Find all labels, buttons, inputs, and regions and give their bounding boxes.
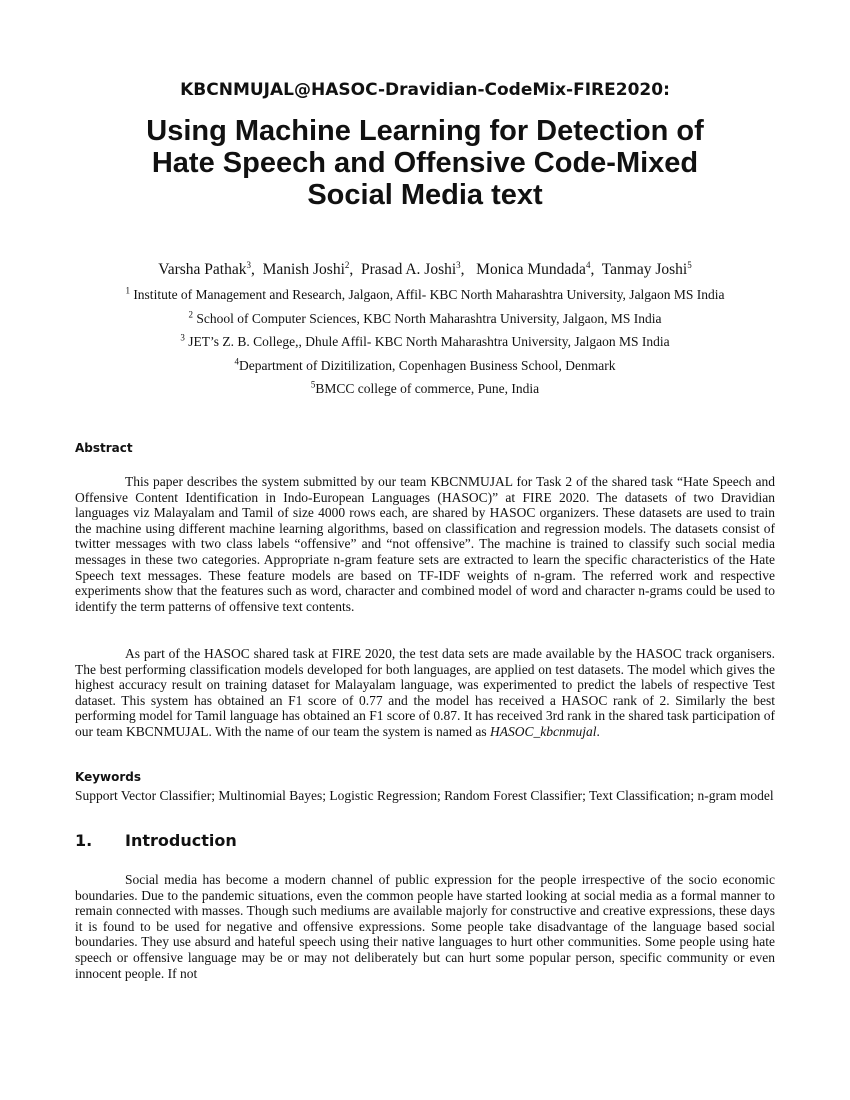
abstract-paragraph-text: As part of the HASOC shared task at FIRE 2020, the test data sets are made available by the HASOC track organisers. The best performing classification models developed for both languages, are applied on test datasets. The model which gives the highest accuracy result on training dataset for Malayalam language, was experimented to predict the labels of respective Test dataset. This system has obtained an F1 score of 0.77 and the model has received a HASOC rank of 2. Similarly the best performing model for Tamil language has obtained an F1 score of 0.87. It has received 3rd rank in the shared task participation of our team KBCNMUJAL. With the name of our team the system is named as [75, 646, 775, 739]
keywords-heading: Keywords [75, 770, 142, 784]
abstract-paragraph: This paper describes the system submitted by our team KBCNMUJAL for Task 2 of the shared task “Hate Speech and Offensive Content Identification in Indo-European Languages (HASOC)” at FIRE 2020. The datasets of two Dravidian languages viz Malayalam and Tamil of size 4000 rows each, are shared by HASOC organizers. These datasets are used to train the machine using different machine learning algorithms, based on classification and regression models. The datasets consist of twitter messages with two class labels “offensive” and “not offensive”. The machine is trained to classify such social media messages in these two categories. Appropriate n-gram feature sets are extracted to learn the specific characteristics of the Hate Speech text messages. These feature models are based on TF-IDF weights of n-gram. The referred work and respective experiments show that the features such as word, character and combined model of word and character n-grams could be used to identify the term patterns of offensive text contents. [75, 474, 775, 614]
title-line: Hate Speech and Offensive Code-Mixed [151, 147, 699, 179]
abstract-heading: Abstract [75, 441, 133, 455]
author-name: Manish Joshi [262, 261, 345, 278]
author-affiliation-mark: 5 [687, 259, 692, 270]
affiliation-mark: 4 [234, 356, 240, 366]
affiliation [0, 310, 850, 334]
affiliation-mark: 1 [125, 285, 130, 296]
title-line: Using Machine Learning for Detection of [146, 115, 704, 147]
affiliation [0, 357, 850, 381]
author-affiliation-mark: 2 [344, 259, 350, 270]
affiliation-mark: 3 [180, 332, 185, 343]
affiliation-text: BMCC college of commerce, Pune, India [315, 381, 540, 396]
keywords-text: Support Vector Classifier; Multinomial Bayes; Logistic Regression; Random Forest Classifier; Text Classification; n-gram model [75, 788, 774, 803]
affiliation [0, 380, 850, 404]
section-title: Introduction [125, 831, 237, 850]
author-name: Prasad A. Joshi [361, 261, 457, 278]
paper-supertitle: KBCNMUJAL@HASOC-Dravidian-CodeMix-FIRE2020: [180, 80, 670, 100]
affiliation [0, 333, 850, 357]
affiliation-list [0, 286, 850, 404]
author-affiliation-mark: 4 [585, 259, 591, 270]
author-name: Varsha Pathak [158, 261, 247, 278]
author-affiliation-mark: 3 [246, 259, 251, 270]
author-affiliation-mark: 3 [456, 259, 461, 270]
abstract-paragraph [75, 646, 775, 740]
affiliation [0, 286, 850, 310]
author-name: Tanmay Joshi [601, 261, 688, 278]
section-heading [75, 831, 237, 850]
system-name: HASOC_kbcnmujal [490, 723, 597, 739]
affiliation-text: Department of Dizitilization, Copenhagen Business School, Denmark [239, 357, 616, 373]
affiliation-text: School of Computer Sciences, KBC North Maharashtra University, Jalgaon, MS India [196, 310, 662, 326]
affiliation-text: Institute of Management and Research, Jalgaon, Affil- KBC North Maharashtra University, Jalgaon MS India [133, 287, 725, 302]
introduction-paragraph: Social media has become a modern channel of public expression for the people irrespective of the socio economic boundaries. Due to the pandemic situations, even the common people have started looking at social media as a formal manner to remain connected with masses. Though such mediums are available majorly for constructive and creative expressions, these days it is found to be used for negative and offensive expressions. Some people take disadvantage of the language based social boundaries. They use absurd and hateful speech using their native languages to hurt other communities. Some people using hate speech or offensive language may be or may not deliberately but can hurt some popular person, specific community or even innocent people. If not [75, 872, 775, 981]
affiliation-mark: 2 [188, 309, 193, 319]
affiliation-text: JET’s Z. B. College,, Dhule Affil- KBC North Maharashtra University, Jalgaon MS India [188, 334, 670, 349]
affiliation-mark: 5 [310, 379, 316, 390]
author-name: Monica Mundada [476, 261, 586, 278]
section-number: 1. [75, 831, 93, 850]
author-list: Varsha Pathak$^3$, Manish Joshi$^2$, Prasad A. Joshi$^3$, Monica Mundada$^4$, Tanmay Joshi$^5$ [158, 259, 692, 278]
abstract-paragraph-end: . [596, 723, 600, 739]
title-line: Social Media text [307, 179, 543, 211]
paper-title [0, 115, 850, 211]
